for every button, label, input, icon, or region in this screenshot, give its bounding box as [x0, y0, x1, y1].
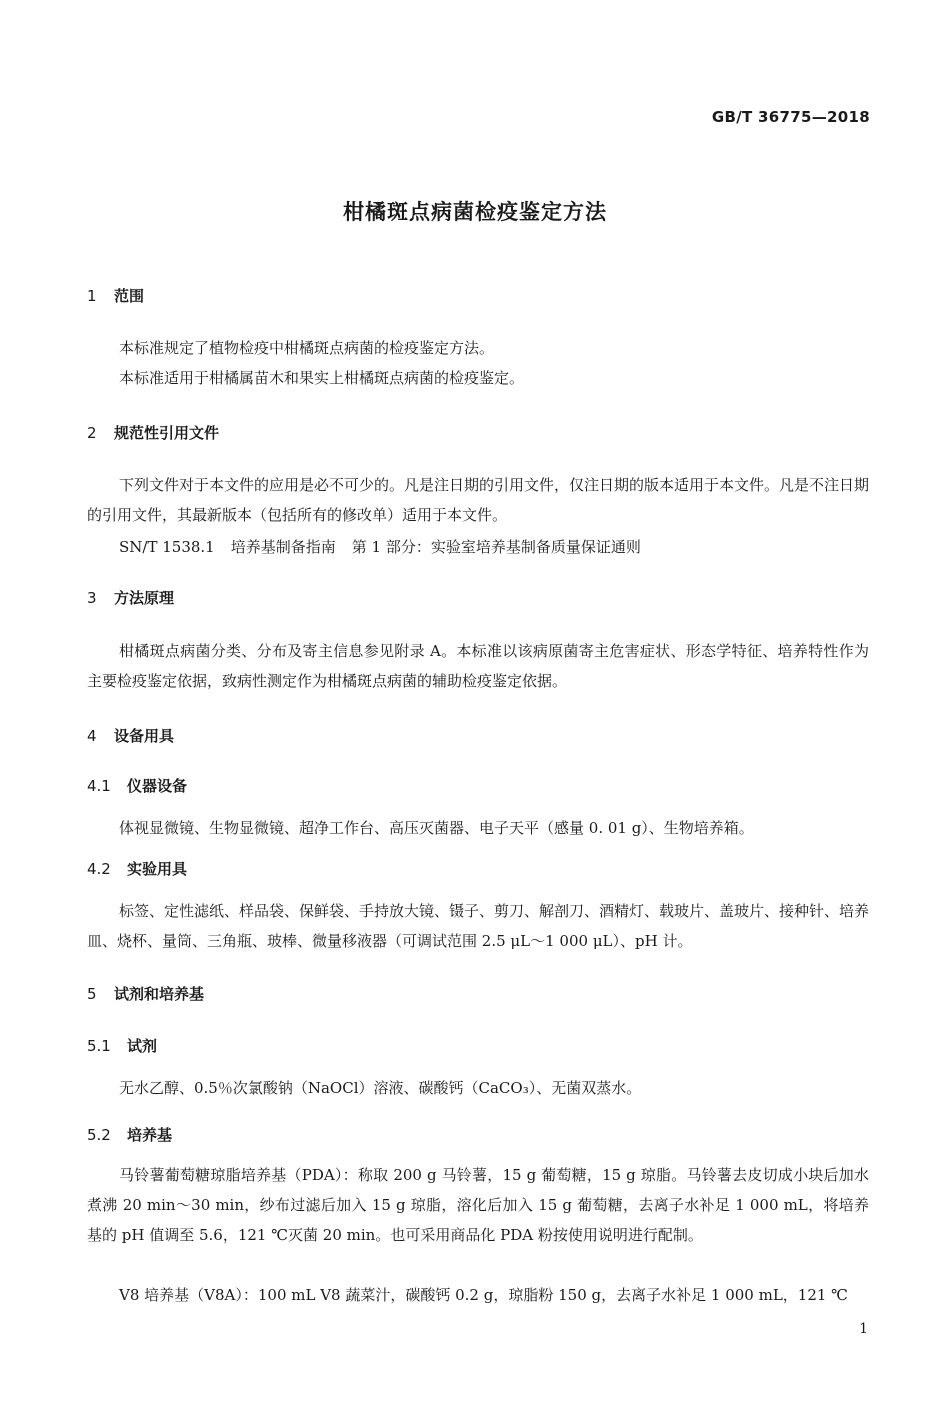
section-number: 1	[87, 287, 97, 305]
section-4-heading	[87, 725, 174, 746]
section-title: 设备用具	[114, 727, 175, 745]
page-number: 1	[859, 1321, 868, 1337]
section-4-1-paragraph-1: 体视显微镜、生物显微镜、超净工作台、高压灭菌器、电子天平（感量 0. 01 g）、生物培养箱。	[119, 819, 754, 837]
normative-reference	[119, 536, 641, 557]
section-number: 2	[87, 424, 97, 442]
section-4-2-heading	[87, 858, 187, 879]
section-number: 4	[87, 727, 97, 745]
section-title: 培养基	[127, 1126, 173, 1144]
section-1-heading	[87, 285, 144, 306]
section-title: 规范性引用文件	[114, 424, 220, 442]
section-1-paragraph-1: 本标准规定了植物检疫中柑橘斑点病菌的检疫鉴定方法。	[119, 339, 495, 357]
section-2-paragraph-1: 下列文件对于本文件的应用是必不可少的。凡是注日期的引用文件，仅注日期的版本适用于本文件。凡是不注日期的引用文件，其最新版本（包括所有的修改单）适用于本文件。	[87, 476, 870, 524]
section-3-paragraph-1: 柑橘斑点病菌分类、分布及寄主信息参见附录 A。本标准以该病原菌寄主危害症状、形态学特征、培养特性作为主要检疫鉴定依据，致病性测定作为柑橘斑点病菌的辅助检疫鉴定依据。	[87, 642, 869, 690]
section-5-2-paragraph-1: 马铃薯葡萄糖琼脂培养基（PDA）：称取 200 g 马铃薯，15 g 葡萄糖，15 g 琼脂。马铃薯去皮切成小块后加水煮沸 20 min～30 min，纱布过滤后加入 15 g 琼脂，溶化后加入 15 g 葡萄糖，去离子水补足 1 000 mL，将培养基的 pH 值调至 5.6，121 ℃灭菌 20 min。也可采用商品化 PDA 粉按使用说明进行配制。	[87, 1166, 869, 1244]
section-title: 试剂	[127, 1037, 158, 1055]
section-5-heading	[87, 983, 204, 1004]
document-title: 柑橘斑点病菌检疫鉴定方法	[343, 200, 607, 224]
section-number: 3	[87, 589, 97, 607]
section-title: 仪器设备	[127, 777, 188, 795]
section-title: 范围	[114, 287, 145, 305]
section-5-1-paragraph-1: 无水乙醇、0.5％次氯酸钠（NaOCl）溶液、碳酸钙（CaCO₃）、无菌双蒸水。	[119, 1079, 642, 1097]
reference-part: 第 1 部分：实验室培养基制备质量保证通则	[351, 538, 641, 556]
section-3-heading	[87, 587, 174, 608]
section-2-heading	[87, 422, 219, 443]
section-number: 5.1	[87, 1037, 111, 1055]
section-4-2-paragraph-1: 标签、定性滤纸、样品袋、保鲜袋、手持放大镜、镊子、剪刀、解剖刀、酒精灯、载玻片、盖玻片、接种针、培养皿、烧杯、量筒、三角瓶、玻棒、微量移液器（可调试范围 2.5 μL～1 000 μL）、pH 计。	[87, 902, 870, 950]
section-number: 4.2	[87, 860, 111, 878]
reference-title: 培养基制备指南	[230, 538, 336, 556]
section-5-1-heading	[87, 1035, 157, 1056]
section-number: 4.1	[87, 777, 111, 795]
section-title: 实验用具	[127, 860, 188, 878]
section-number: 5.2	[87, 1126, 111, 1144]
section-4-1-heading	[87, 775, 187, 796]
section-title: 试剂和培养基	[114, 985, 205, 1003]
section-5-2-paragraph-2: V8 培养基（V8A）：100 mL V8 蔬菜汁，碳酸钙 0.2 g，琼脂粉 150 g，去离子水补足 1 000 mL，121 ℃	[119, 1286, 848, 1304]
section-number: 5	[87, 985, 97, 1003]
section-title: 方法原理	[114, 589, 175, 607]
section-1-paragraph-2: 本标准适用于柑橘属苗木和果实上柑橘斑点病菌的检疫鉴定。	[119, 369, 525, 387]
reference-code: SN/T 1538.1	[119, 538, 215, 556]
standard-code: GB/T 36775—2018	[711, 108, 870, 126]
section-5-2-heading	[87, 1124, 172, 1145]
